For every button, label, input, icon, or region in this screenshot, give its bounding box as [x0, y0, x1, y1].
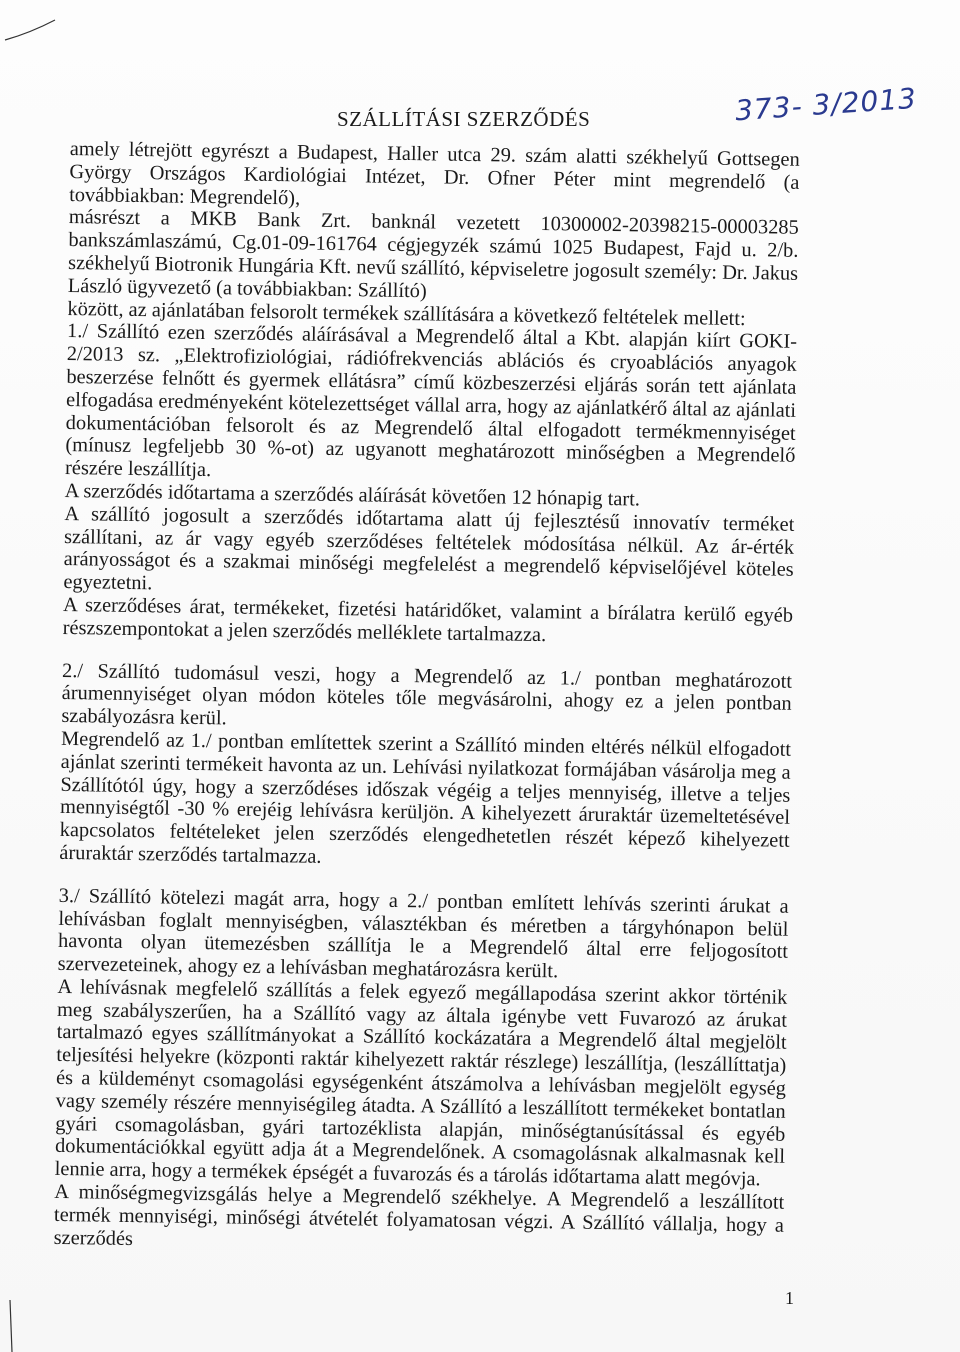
paragraph-clause-3: 3./ Szállító kötelezi magát arra, hogy a 2./ pontban említett lehívás szerinti árukat a lehívásban foglalt mennyiségben, választékban és méretben a tárgyhónapon belül havonta olyan ütemezésben szállítja le a Megrendelő által erre feljogosított szervezeteinek, ahogy ez a lehívásban meghatározásra került. — [57, 884, 789, 983]
paragraph-innovative-products: A szállító jogosult a szerződés időtartama alatt új fejlesztésű innovatív terméket szállítani, az ár vagy egyéb szerződéses feltételek módosítása nélkül. Az ár-érték arányosságot és a szakmai minőségi megfelelést a megrendelő képviselőjével köteles egyeztetni. — [63, 502, 795, 595]
paragraph-duration: A szerződés időtartama a szerződés aláírását követően 12 hónapig tart. — [64, 479, 641, 511]
handwritten-reference-number: 373- 3/2013 — [734, 81, 918, 128]
paragraph-intro: között, az ajánlatában felsorolt termékek szállítására a következő feltételek mellett: — [67, 297, 746, 330]
paragraph-delivery: A lehívásnak megfelelő szállítás a felek egyező megállapodása szerint akkor történik meg szabályszerűen, ha a Szállító vagy az általa igénybe vett Fuvarozó az árukat tartalmazó egyes szállítmányokat a Szállító kockázatára a Megrendelő által megjelölt teljesítési helyekre (központi raktár kihelyezett raktár részlege) leszállítja, (leszállíttatja) és a küldeményt csomagolási egységenként átszámolva a lehívásban megjelölt egység vagy személy részére mennyiségileg átadta. A Szállító a leszállított termékeket bontatlan gyári csomagolásban, gyári tartozéklista alapján, minőségtanúsítással és egyéb dokumentációkkal együtt adja át a Megrendelőnek. A csomagolásnak alkalmasnak kell lennie arra, hogy a termékek épségét a fuvarozás és a tárolás időtartama alatt megóvja. — [54, 975, 788, 1191]
paragraph-parties-customer: amely létrejött egyrészt a Budapest, Haller utca 29. szám alatti székhelyű Gottsegen György Országos Kardiológiai Intézet, Dr. Ofner Péter mint megrendelő (a továbbiakban: Megrendelő), — [68, 138, 800, 210]
contract-body — [54, 138, 800, 1260]
document-title: SZÁLLÍTÁSI SZERZŐDÉS — [337, 107, 591, 131]
page-number: 1 — [785, 1288, 794, 1308]
paragraph-quality-check: A minőségmegvizsgálás helye a Megrendelő székhelye. A Megrendelő a leszállított termék mennyiségi, minőségi átvételét folyamatosan végzi. A Szállító vállalja, hogy a szerződés — [53, 1180, 785, 1250]
paragraph-parties-supplier: másrészt a MKB Bank Zrt. banknál vezetett 10300002-20398215-00003285 bankszámlaszámú, Cg.01-09-161764 cégjegyzék számú 1025 Budapest, Fajd u. 2/b. székhelyű Biotronik Hungária Kft. nevű szállító, képviseletre jogosult személy: Dr. Jakus László ügyvezető (a továbbiakban: Szállító) — [67, 206, 799, 303]
paragraph-call-off: Megrendelő az 1./ pontban említettek szerint a Szállító minden eltérés nélkül elfogadott ajánlat szerinti termékeit havonta az un. Lehívási nyilatkozat formájában vásárolja meg a Szállítótól úgy, hogy a szerződéses időszak végéig a teljes mennyiség, illetve a teljes mennyiségtől -30 % erejéig lehívásra kerüljön. A kihelyezett áruraktár üzemeltetésével kapcsolatos feltételeket jelen szerződés elengedhetetlen részét képező kihelyezett áruraktár szerződés tartalmazza. — [59, 727, 792, 868]
paragraph-clause-2: 2./ Szállító tudomásul veszi, hogy a Megrendelő az 1./ pontban meghatározott árumennyiséget olyan módon köteles tőle megvásárolni, ahogy ez a jelen pontban szabályozásra kerül. — [61, 659, 793, 730]
paragraph-annex: A szerződéses árat, termékeket, fizetési határidőket, valamint a bírálatra kerülő egyéb részszempontokat a jelen szerződés melléklete tartalmazza. — [62, 593, 794, 646]
paragraph-clause-1: 1./ Szállító ezen szerződés aláírásával a Megrendelő által a Kbt. alapján kiírt GOKI-2/2013 sz. „Elektrofiziológiai, rádiófrekvenciás ablációs és cryoablációs anyagok beszerzése felnőtt és gyermek ellátásra” című közbeszerzési eljárás során tett ajánlata elfogadása eredményeként kötelezettséget vállal arra, hogy az ajánlatkérő által az ajánlati dokumentációban felsorolt és az Megrendelő által elfogadott termékmennyiséget (mínusz legfeljebb 30 %-ot) az ugyanott meghatározott minőségben a Megrendelő részére leszállítja. — [64, 320, 798, 482]
